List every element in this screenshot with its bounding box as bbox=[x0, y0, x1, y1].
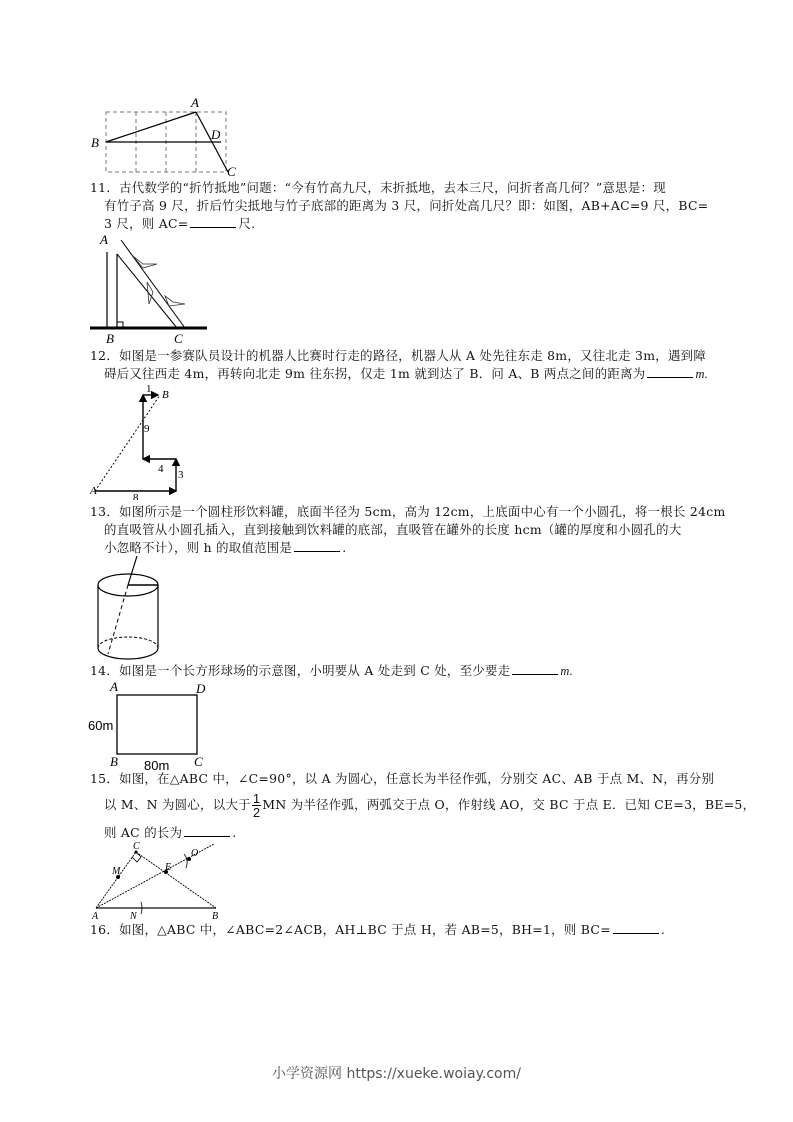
label-o: O bbox=[191, 848, 199, 859]
label-n: N bbox=[130, 911, 137, 920]
label-b: B bbox=[91, 135, 99, 150]
footer-watermark: 小学资源网 https://xueke.woiay.com/ bbox=[272, 1066, 521, 1082]
answer-blank[interactable] bbox=[613, 921, 659, 934]
figure-q14-rectangle-field bbox=[86, 680, 216, 770]
unit-text: m. bbox=[560, 664, 574, 678]
question-text-line: 3 尺，则 AC= bbox=[104, 216, 189, 231]
question-text-line: 如图是一个长方形球场的示意图，小明要从 A 处走到 C 处，至少要走 bbox=[119, 663, 511, 678]
width-label: 80m bbox=[144, 758, 170, 770]
question-number: 14． bbox=[90, 663, 120, 678]
unit-text: m. bbox=[695, 367, 709, 381]
punctuation: . bbox=[232, 825, 237, 840]
question-text-line: 如图所示是一个圆柱形饮料罐，底面半径为 5cm，高为 12cm，上底面中心有一个小圆孔，将一根长 24cm bbox=[119, 504, 726, 519]
segment-label: 3 bbox=[178, 469, 184, 481]
question-number: 12． bbox=[90, 348, 120, 363]
figure-q10-grid-triangle bbox=[85, 92, 245, 177]
fraction-one-half: $\frac{1}{2}$ bbox=[252, 791, 261, 820]
question-15 bbox=[90, 770, 756, 842]
label-c: C bbox=[194, 754, 203, 769]
answer-blank[interactable] bbox=[184, 824, 230, 837]
label-e: E bbox=[165, 862, 172, 873]
answer-blank[interactable] bbox=[647, 365, 693, 378]
segment-label: 4 bbox=[158, 463, 164, 475]
question-text-line: 有竹子高 9 尺，折后竹尖抵地与竹子底部的距离为 3 尺，问折处高几尺？即：如图，AB+AC=9 尺，BC= bbox=[104, 198, 709, 213]
question-text-line: 则 AC 的长为 bbox=[104, 825, 183, 840]
answer-blank[interactable] bbox=[294, 539, 340, 552]
label-a: A bbox=[90, 485, 97, 497]
punctuation: . bbox=[342, 540, 347, 555]
segment-label: 9 bbox=[144, 423, 150, 435]
question-number: 16． bbox=[90, 922, 120, 937]
question-number: 15． bbox=[90, 771, 120, 786]
label-a: A bbox=[100, 232, 108, 247]
label-m: M bbox=[112, 866, 121, 877]
figure-q11-bamboo bbox=[85, 232, 215, 344]
label-b: B bbox=[106, 331, 114, 344]
question-text-line: 如图是一参赛队员设计的机器人比赛时行走的路径，机器人从 A 处先往东走 8m，又往北走 3m，遇到障 bbox=[119, 348, 707, 363]
label-a: A bbox=[110, 680, 118, 694]
label-d: D bbox=[211, 127, 221, 142]
question-12 bbox=[90, 347, 725, 383]
question-number: 11． bbox=[90, 180, 120, 195]
label-a: A bbox=[92, 911, 99, 920]
label-a: A bbox=[191, 95, 199, 110]
question-text-line: MN 为半径作弧，两弧交于点 O，作射线 AO，交 BC 于点 E．已知 CE=3，BE=5， bbox=[262, 797, 756, 812]
punctuation: . bbox=[660, 922, 666, 937]
question-text-line: 如图，在△ABC 中，∠C=90°，以 A 为圆心，任意长为半径作弧，分别交 AC、AB 于点 M、N，再分别 bbox=[119, 771, 715, 786]
question-16 bbox=[90, 921, 725, 939]
question-text-line: 古代数学的“折竹抵地”问题：“今有竹高九尺，末折抵地，去本三尺，问折者高几何？”意思是：现 bbox=[119, 180, 666, 195]
question-11 bbox=[90, 179, 725, 233]
segment-label: 8 bbox=[133, 492, 139, 500]
label-b: B bbox=[162, 389, 169, 401]
segment-label: 1 bbox=[146, 383, 152, 395]
label-b: B bbox=[212, 911, 219, 920]
label-d: D bbox=[196, 681, 206, 696]
label-c: C bbox=[133, 841, 140, 852]
question-text-line: 如图，△ABC 中，∠ABC=2∠ACB，AH⊥BC 于点 H，若 AB=5，BH=1，则 BC= bbox=[119, 922, 611, 937]
label-c: C bbox=[174, 331, 183, 344]
answer-blank[interactable] bbox=[190, 215, 236, 228]
question-text-line: 的直吸管从小圆孔插入，直到接触到饮料罐的底部，直吸管在罐外的长度 hcm（罐的厚度和小圆孔的大 bbox=[104, 522, 682, 537]
question-text-line: 以 M、N 为圆心，以大于 bbox=[104, 797, 251, 812]
figure-q12-robot-path bbox=[88, 380, 193, 500]
question-14 bbox=[90, 662, 725, 680]
question-number: 13． bbox=[90, 504, 120, 519]
height-label: 60m bbox=[88, 718, 114, 733]
question-text-line: 小忽略不计），则 h 的取值范围是 bbox=[104, 540, 293, 555]
label-b: B bbox=[110, 754, 118, 769]
label-c: C bbox=[227, 164, 236, 177]
figure-q15-triangle-bisector bbox=[86, 840, 226, 920]
figure-q13-cylinder-straw bbox=[88, 556, 178, 664]
answer-blank[interactable] bbox=[512, 662, 558, 675]
question-text-line: 碍后又往西走 4m，再转向北走 9m 往东拐，仅走 1m 就到达了 B．问 A、B 两点之间的距离为 bbox=[104, 366, 646, 381]
unit-text: 尺. bbox=[238, 216, 256, 231]
question-13 bbox=[90, 503, 725, 557]
